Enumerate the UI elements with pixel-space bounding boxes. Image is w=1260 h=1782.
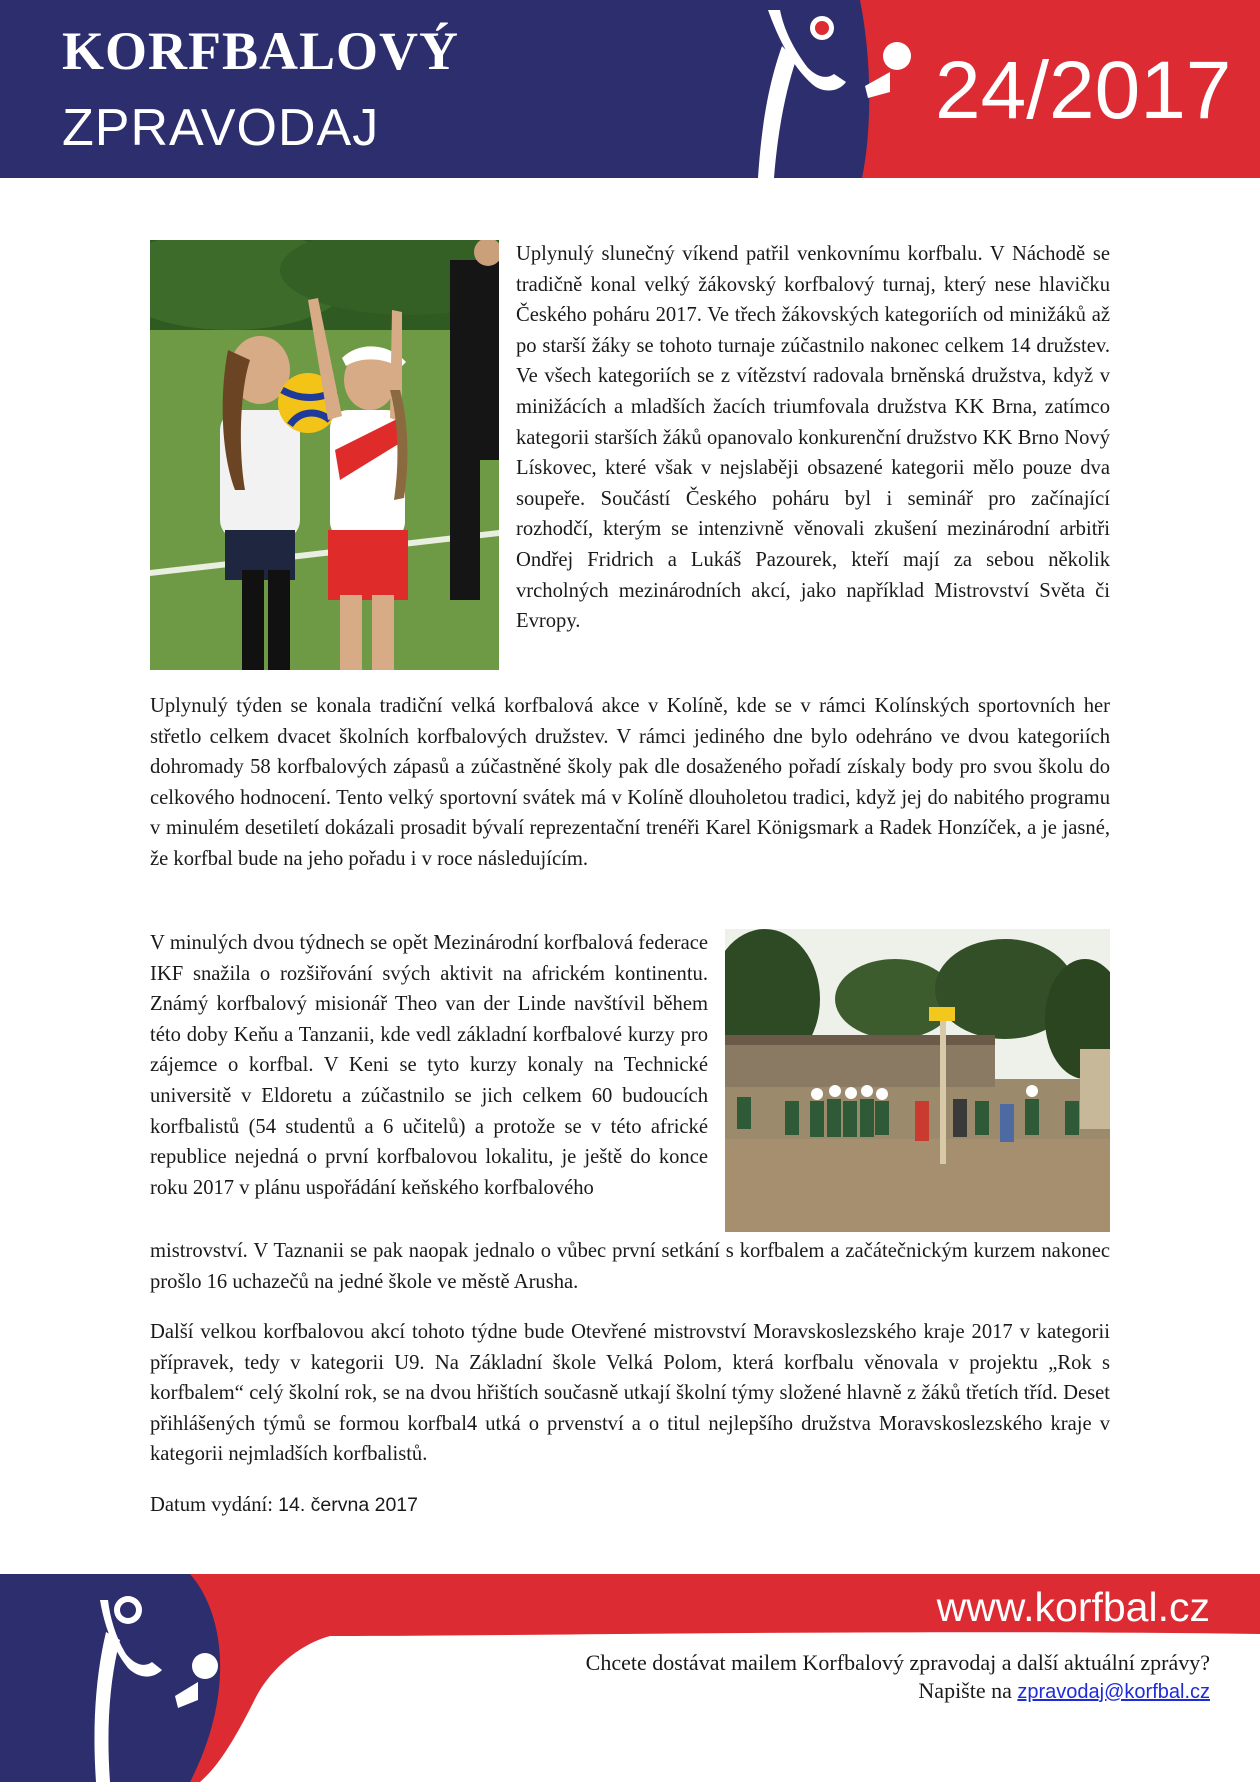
issue-date-label: Datum vydání:: [150, 1494, 273, 1516]
article-ikf-africa: V minulých dvou týdnech se opět Mezinárodní korfbalová federace IKF snažila o rozšiřování svých aktivit na africkém kontinentu. Známý korfbalový misionář Theo van der Linde navštívil během této doby Keňu a Tanzanii, kde vedl základní korfbalové kurzy pro zájemce o korfbal. V Keni se tyto kurzy konaly na Technické universitě v Eldoretu a zúčastnilo se jich celkem 60 budoucích korfbalistů (54 studentů a 6 učitelů) a protože se v této africké republice nejedná o první korfbalovou lokalitu, je ještě do konce roku 2017 v plánu uspořádání keňského korfbalového: [150, 932, 708, 1199]
article-cesky-pohar: Uplynulý slunečný víkend patřil venkovnímu korfbalu. V Náchodě se tradičně konal velký žákovský korfbalový turnaj, který nese hlavičku Českého poháru 2017. Ve třech žákovských kategoriích od minižáků až po starší žáky se tohoto turnaje zúčastnilo nakonec celkem 14 družstev. Ve všech kategoriích se z vítězství radovala brněnská družstva, když v minižácích a mladších žacích triumfovala družstva KK Brna, zatímco kategorii starších žáků opanovalo konkurenční družstvo KK Brno Nový Lískovec, které však v nejslaběji obsazené kategorii mělo pouze dva soupeře. Součástí Českého poháru byl i seminář pro začínající rozhodčí, kterým se intenzivně věnovali zkušení mezinárodní arbitři Ondřej Fridrich a Lukáš Pazourek, kteří mají za sebou několik vrcholných mezinárodních akcí, jako například Mistrovství Světa či Evropy.: [516, 243, 1110, 633]
issue-date: [150, 1494, 418, 1517]
subscribe-prompt: Chcete dostávat mailem Korfbalový zpravodaj a další aktuální zprávy?: [585, 1650, 1210, 1675]
newsletter-footer: [0, 1574, 1260, 1782]
email-link[interactable]: zpravodaj@korfbal.cz: [1017, 1681, 1210, 1703]
website-url: www.korfbal.cz: [936, 1584, 1210, 1630]
korfball-training-africa-photo: [725, 929, 1110, 1232]
article-kolinske-hry: Uplynulý týden se konala tradiční velká korfbalová akce v Kolíně, kde se v rámci Kolínských sportovních her střetlo celkem dvacet školních korfbalových družstev. V rámci jediného dne bylo odehráno ve dvou kategoriích dohromady 58 korfbalových zápasů a zúčastněné školy pak dle dosaženého pořadí získaly body pro svou školu do celkového hodnocení. Tento velký sportovní svátek má v Kolíně dlouholetou tradici, když jej do nabitého programu v minulém desetiletí dokázali prosadit bývalí reprezentační trenéři Karel Königsmark a Radek Honzíček, a je jasné, že korfbal bude na jeho pořadu i v roce následujícím.: [150, 695, 1110, 870]
article-moravskoslezsky-kraj: Další velkou korfbalovou akcí tohoto týdne bude Otevřené mistrovství Moravskoslezského kraje 2017 v kategorii přípravek, tedy v kategorii U9. Na Základní škole Velká Polom, která korfbalu věnovala v projektu „Rok s korfbalem“ celý školní rok, se na dvou hřištích současně utkají školní týmy složené hlavně z žáků třetích tříd. Deset přihlášených týmů se formou korfbal4 utká o prvenství a o titul nejlepšího družstva Moravskoslezského kraje v kategorii nejmladších korfbalistů.: [150, 1321, 1110, 1466]
children-playing-korfball-photo: [150, 240, 499, 670]
newsletter-header: [0, 0, 1260, 178]
issue-date-value: 14. června 2017: [278, 1494, 418, 1516]
newsletter-subtitle: ZPRAVODAJ: [62, 99, 380, 157]
issue-number: 24/2017: [935, 45, 1232, 136]
newsletter-title: KORFBALOVÝ: [62, 21, 460, 81]
subscribe-contact-prefix: Napište na: [918, 1678, 1012, 1703]
article-ikf-africa-continued: mistrovství. V Taznanii se pak naopak jednalo o vůbec první setkání s korfbalem a začátečnickým kurzem nakonec prošlo 16 uchazečů na jedné škole ve městě Arusha.: [150, 1240, 1110, 1293]
subscribe-contact: [918, 1678, 1210, 1704]
